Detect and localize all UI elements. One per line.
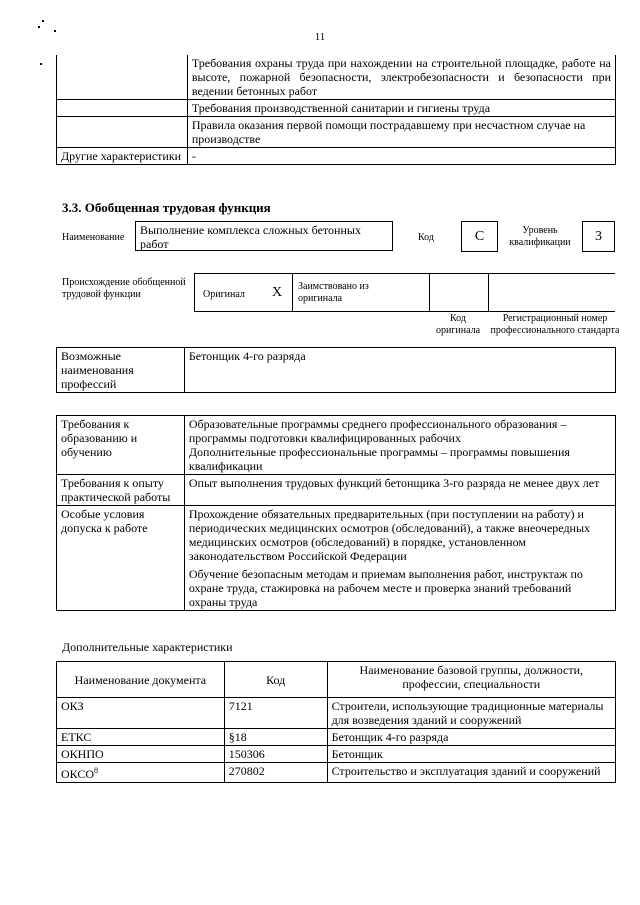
table-row bbox=[57, 698, 616, 729]
code-cell: 150306 bbox=[224, 746, 327, 763]
table-row bbox=[57, 475, 616, 506]
name-cell: Бетонщик 4-го разряда bbox=[327, 729, 615, 746]
table-cell: Требования производственной санитарии и гигиены труда bbox=[187, 100, 615, 117]
doc-name: ОКСО bbox=[61, 767, 95, 781]
original-mark: X bbox=[272, 285, 283, 300]
header-doc: Наименование документа bbox=[57, 662, 225, 698]
code-cell: 7121 bbox=[224, 698, 327, 729]
scan-dot bbox=[42, 20, 44, 22]
doc-cell: ОКЗ bbox=[57, 698, 225, 729]
level-value-box bbox=[582, 221, 615, 252]
special-value bbox=[184, 506, 615, 611]
origin-divider bbox=[429, 274, 430, 311]
level-label: Уровень квалификации bbox=[509, 225, 571, 248]
origin-divider bbox=[292, 274, 293, 311]
experience-value: Опыт выполнения трудовых функций бетонщика 3-го разряда не менее двух лет bbox=[184, 475, 615, 506]
additional-table bbox=[56, 661, 616, 783]
other-value: - bbox=[187, 148, 615, 165]
footnote-mark: 8 bbox=[94, 766, 99, 775]
doc-cell: ЕТКС bbox=[57, 729, 225, 746]
education-line: Дополнительные профессиональные программы – программы повышения квалификации bbox=[188, 445, 570, 473]
table-row bbox=[57, 746, 616, 763]
table-row bbox=[57, 506, 616, 611]
special-line: Прохождение обязательных предварительных (при поступлении на работу) и периодических медицинских осмотров (обследований), а также внеочередных медицинских осмотров (обследований) в порядке, установленном законодательством Российской Федерации bbox=[188, 507, 591, 563]
code-value-box bbox=[461, 221, 498, 252]
origin-row bbox=[194, 273, 615, 312]
additional-title: Дополнительные характеристики bbox=[62, 640, 233, 654]
table-row bbox=[57, 348, 616, 393]
empty-cell bbox=[57, 117, 188, 148]
name-cell: Строители, использующие традиционные материалы для возведения зданий и сооружений bbox=[327, 698, 615, 729]
table-row bbox=[57, 55, 616, 100]
code-label: Код bbox=[418, 232, 434, 243]
name-value: Выполнение комплекса сложных бетонных работ bbox=[140, 223, 361, 251]
name-cell: Строительство и эксплуатация зданий и сооружений bbox=[327, 763, 615, 783]
header-code: Код bbox=[224, 662, 327, 698]
empty-cell bbox=[57, 100, 188, 117]
doc-cell: ОКНПО bbox=[57, 746, 225, 763]
special-line: Обучение безопасным методам и приемам выполнения работ, инструктаж по охране труда, стажировка на рабочем месте и проверка знаний требований охраны труда bbox=[188, 567, 583, 609]
scan-dot bbox=[38, 26, 40, 28]
scan-dot bbox=[40, 63, 42, 65]
code-original-caption: Код оригинала bbox=[435, 313, 481, 336]
name-value-box bbox=[135, 221, 393, 251]
empty-cell bbox=[57, 55, 188, 100]
page-number: 11 bbox=[314, 31, 326, 43]
doc-cell bbox=[57, 763, 225, 783]
origin-divider bbox=[488, 274, 489, 311]
original-label: Оригинал bbox=[203, 289, 245, 300]
origin-label: Происхождение обобщенной трудовой функции bbox=[62, 277, 186, 300]
table-row bbox=[57, 729, 616, 746]
experience-label: Требования к опыту практической работы bbox=[57, 475, 185, 506]
table-row bbox=[57, 763, 616, 783]
borrowed-label: Заимствовано из оригинала bbox=[298, 281, 369, 304]
name-label: Наименование bbox=[62, 232, 125, 243]
table-row bbox=[57, 416, 616, 475]
education-label: Требования к образованию и обучению bbox=[57, 416, 185, 475]
header-name: Наименование базовой группы, должности, профессии, специальности bbox=[327, 662, 615, 698]
special-label: Особые условия допуска к работе bbox=[57, 506, 185, 611]
table-cell: Правила оказания первой помощи пострадавшему при несчастном случае на производстве bbox=[187, 117, 615, 148]
table-cell: Требования охраны труда при нахождении на строительной площадке, работе на высоте, пожарной безопасности, электробезопасности и безопасности при ведении бетонных работ bbox=[187, 55, 615, 100]
education-value bbox=[184, 416, 615, 475]
reg-number-caption: Регистрационный номер профессионального стандарта bbox=[490, 313, 620, 336]
requirements-table bbox=[56, 415, 616, 611]
professions-table bbox=[56, 347, 616, 393]
name-cell: Бетонщик bbox=[327, 746, 615, 763]
code-cell: 270802 bbox=[224, 763, 327, 783]
table-row bbox=[57, 100, 616, 117]
code-cell: §18 bbox=[224, 729, 327, 746]
level-value: 3 bbox=[595, 229, 602, 244]
table-header-row bbox=[57, 662, 616, 698]
top-table bbox=[56, 55, 616, 165]
code-value: C bbox=[474, 229, 485, 244]
table-row bbox=[57, 117, 616, 148]
education-line: Образовательные программы среднего профессионального образования – программы подготовки квалифицированных рабочих bbox=[188, 417, 567, 445]
table-row bbox=[57, 148, 616, 165]
professions-label: Возможные наименования профессий bbox=[57, 348, 185, 393]
section-title: 3.3. Обобщенная трудовая функция bbox=[62, 200, 271, 215]
professions-value: Бетонщик 4-го разряда bbox=[184, 348, 615, 393]
other-label: Другие характеристики bbox=[57, 148, 188, 165]
